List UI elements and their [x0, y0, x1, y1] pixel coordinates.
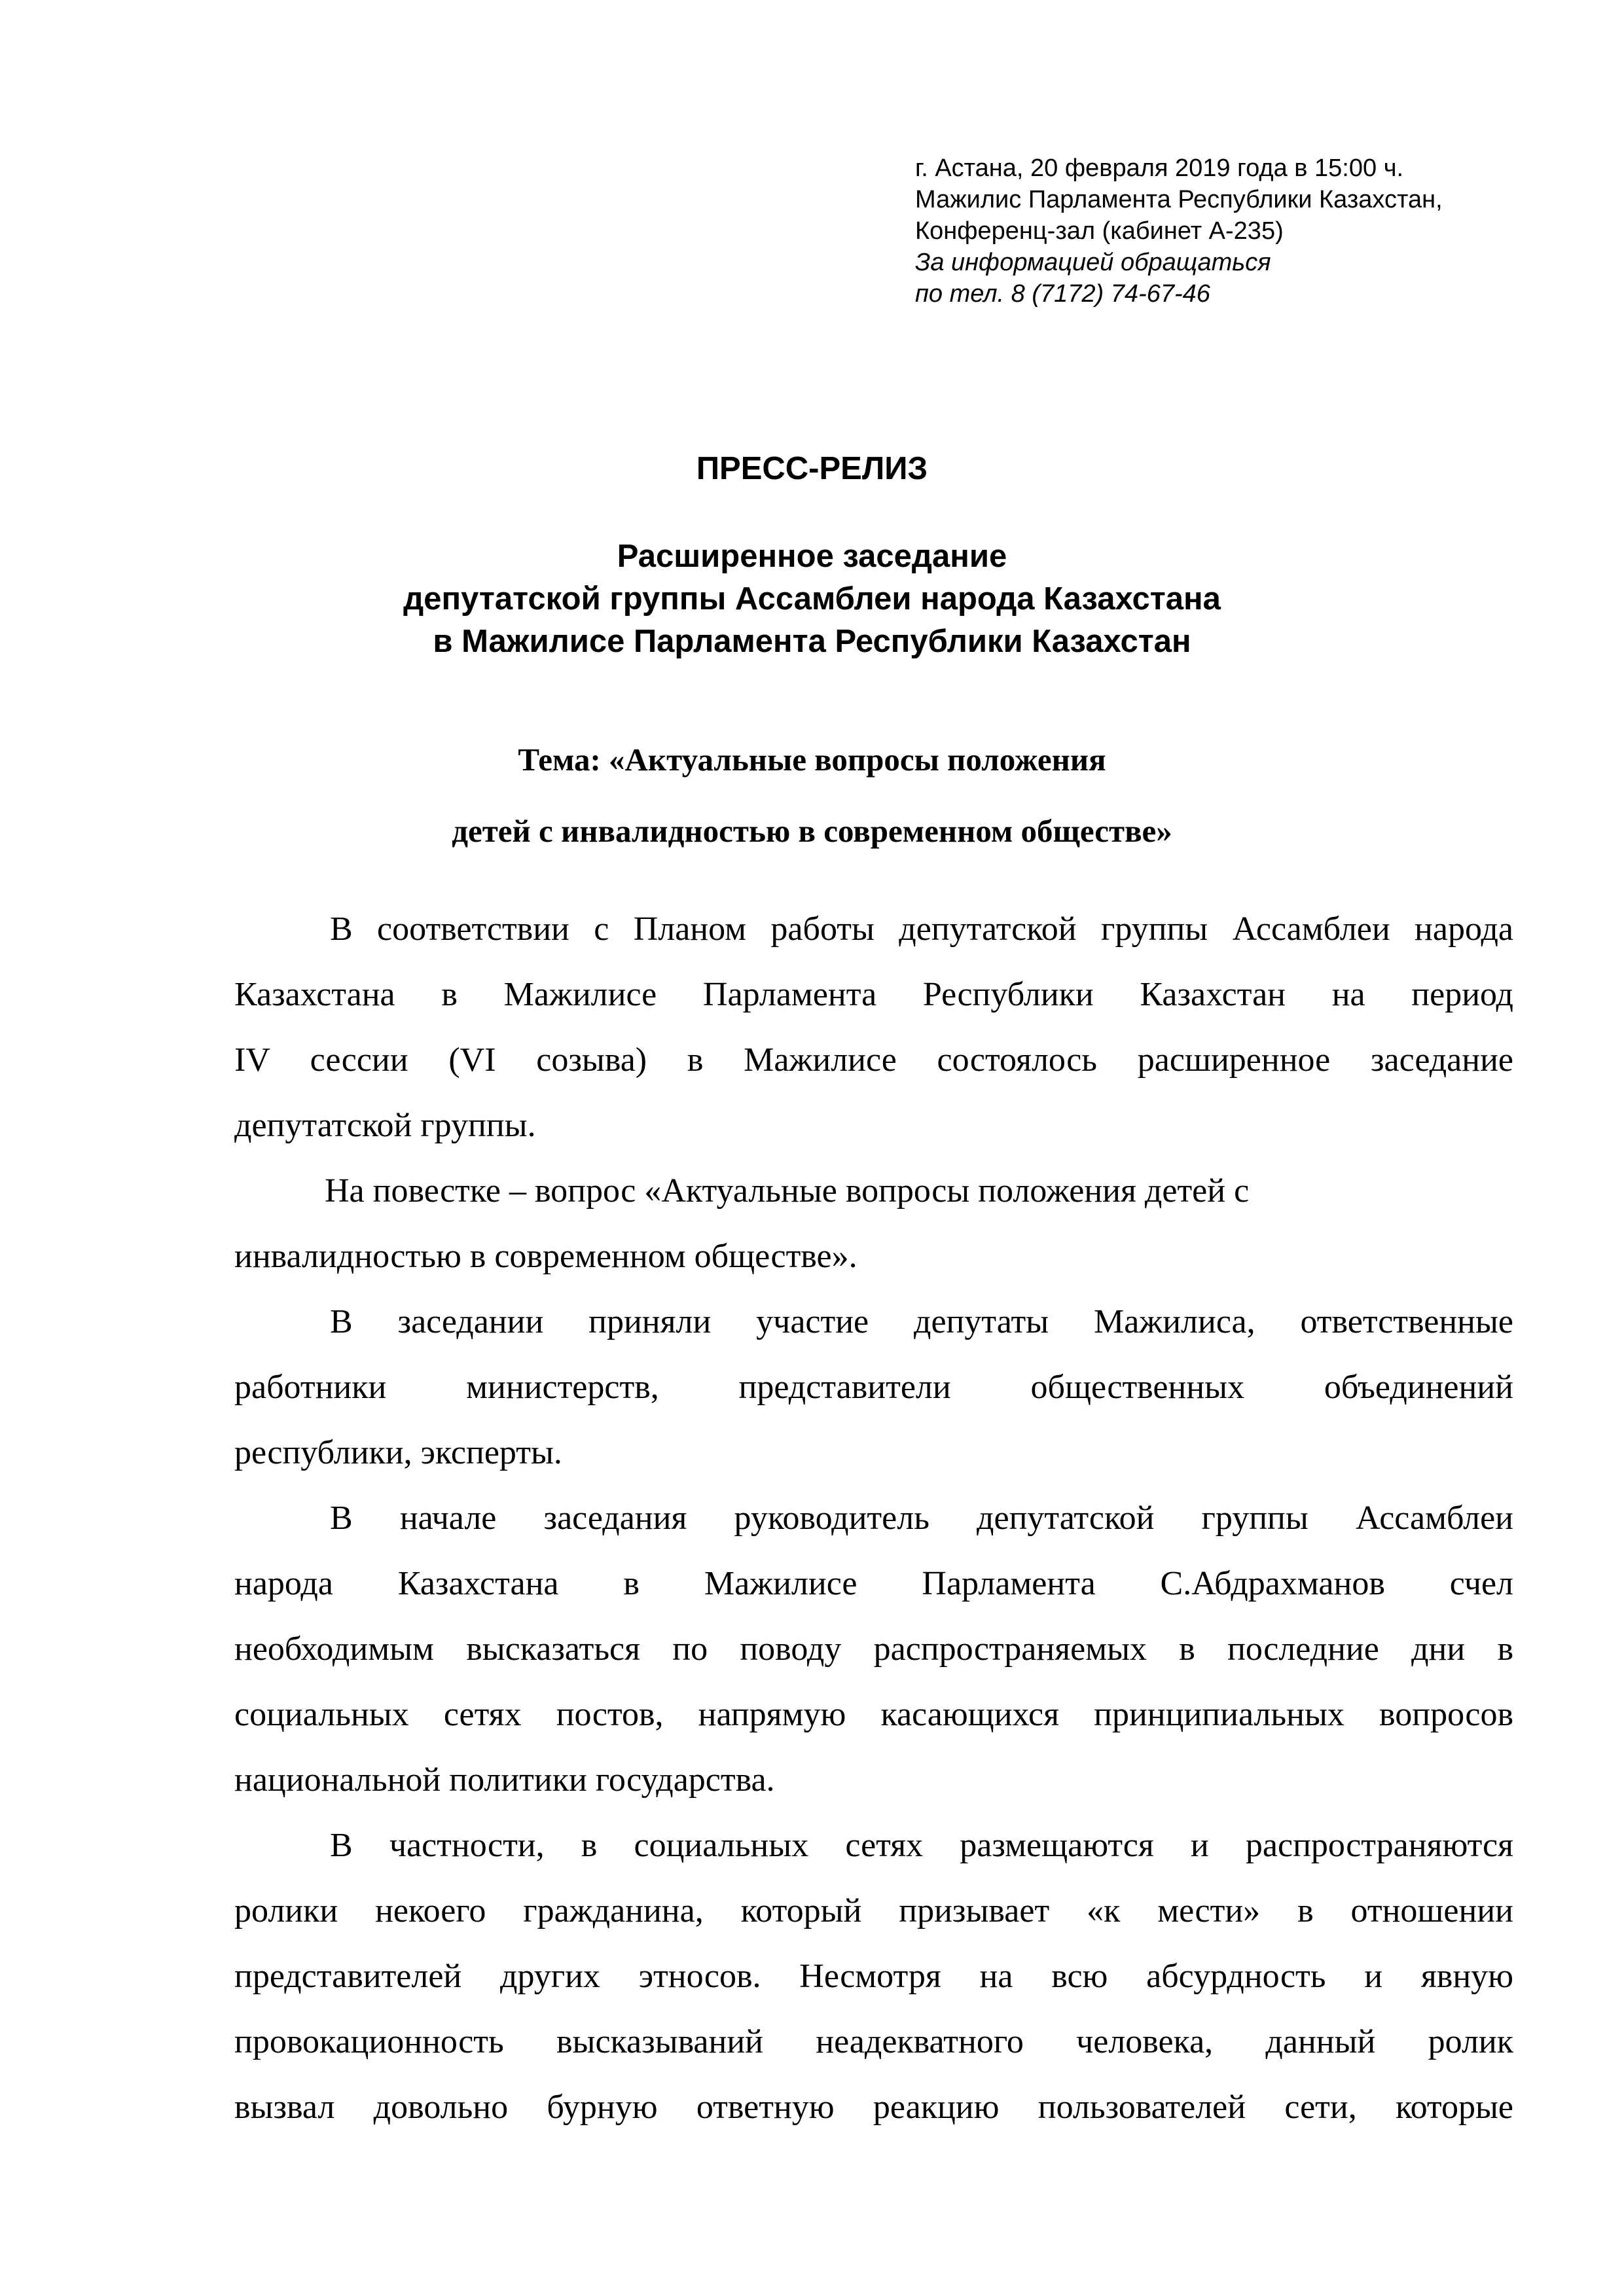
text-line: Казахстана в Мажилисе Парламента Республики Казахстан на период [234, 976, 1513, 1013]
paragraph [234, 897, 1513, 1158]
paragraph [234, 1289, 1513, 1486]
paragraph [234, 1158, 1513, 1289]
header-contact-phone: по тел. 8 (7172) 74-67-46 [915, 280, 1210, 308]
text-line: инвалидностью в современном обществе». [234, 1238, 857, 1275]
text-line: национальной политики государства. [234, 1761, 775, 1799]
meeting-title-line: депутатской группы Ассамблеи народа Казахстана [403, 581, 1221, 617]
header-contact-label: За информацией обращаться [915, 249, 1271, 276]
text-line: ролики некоего гражданина, который призывает «к мести» в отношении [234, 1892, 1513, 1929]
text-line: представителей других этносов. Несмотря на всю абсурдность и явную [234, 1958, 1513, 1995]
text-line: необходимым высказаться по поводу распространяемых в последние дни в [234, 1630, 1513, 1668]
text-line: социальных сетях постов, напрямую касающихся принципиальных вопросов [234, 1696, 1513, 1733]
meeting-title [0, 535, 1624, 663]
text-line: республики, эксперты. [234, 1434, 562, 1471]
paragraph [234, 1486, 1513, 1813]
text-line: В соответствии с Планом работы депутатской группы Ассамблеи народа [330, 910, 1513, 948]
press-release-title: ПРЕСС-РЕЛИЗ [696, 451, 928, 486]
text-line: провокационность высказываний неадекватного человека, данный ролик [234, 2023, 1513, 2060]
meeting-title-line: Расширенное заседание [617, 539, 1007, 574]
text-line: В начале заседания руководитель депутатской группы Ассамблеи [330, 1499, 1513, 1537]
text-line: В заседании приняли участие депутаты Мажилиса, ответственные [330, 1303, 1513, 1340]
theme-line: Тема: «Актуальные вопросы положения [518, 742, 1106, 778]
paragraph [234, 1813, 1513, 2140]
text-line: депутатской группы. [234, 1107, 536, 1144]
header-venue: Конференц-зал (кабинет А-235) [915, 217, 1284, 245]
theme-title [0, 724, 1624, 867]
text-line: народа Казахстана в Мажилисе Парламента С.Абдрахманов счел [234, 1565, 1513, 1602]
text-line: вызвал довольно бурную ответную реакцию пользователей сети, которые [234, 2089, 1513, 2126]
header-location-date: г. Астана, 20 февраля 2019 года в 15:00 ч. [915, 154, 1404, 182]
text-line: IV сессии (VI созыва) в Мажилисе состоялось расширенное заседание [234, 1041, 1513, 1079]
text-line: работники министерств, представители общественных объединений [234, 1369, 1513, 1406]
text-line: В частности, в социальных сетях размещаются и распространяются [330, 1827, 1513, 1864]
text-line: На повестке – вопрос «Актуальные вопросы положения детей с [325, 1172, 1250, 1210]
body-text [234, 897, 1513, 2140]
header-organization: Мажилис Парламента Республики Казахстан, [915, 186, 1443, 213]
theme-line: детей с инвалидностью в современном обществе» [452, 813, 1172, 849]
header-info [915, 152, 1570, 310]
meeting-title-line: в Мажилисе Парламента Республики Казахстан [433, 624, 1191, 659]
